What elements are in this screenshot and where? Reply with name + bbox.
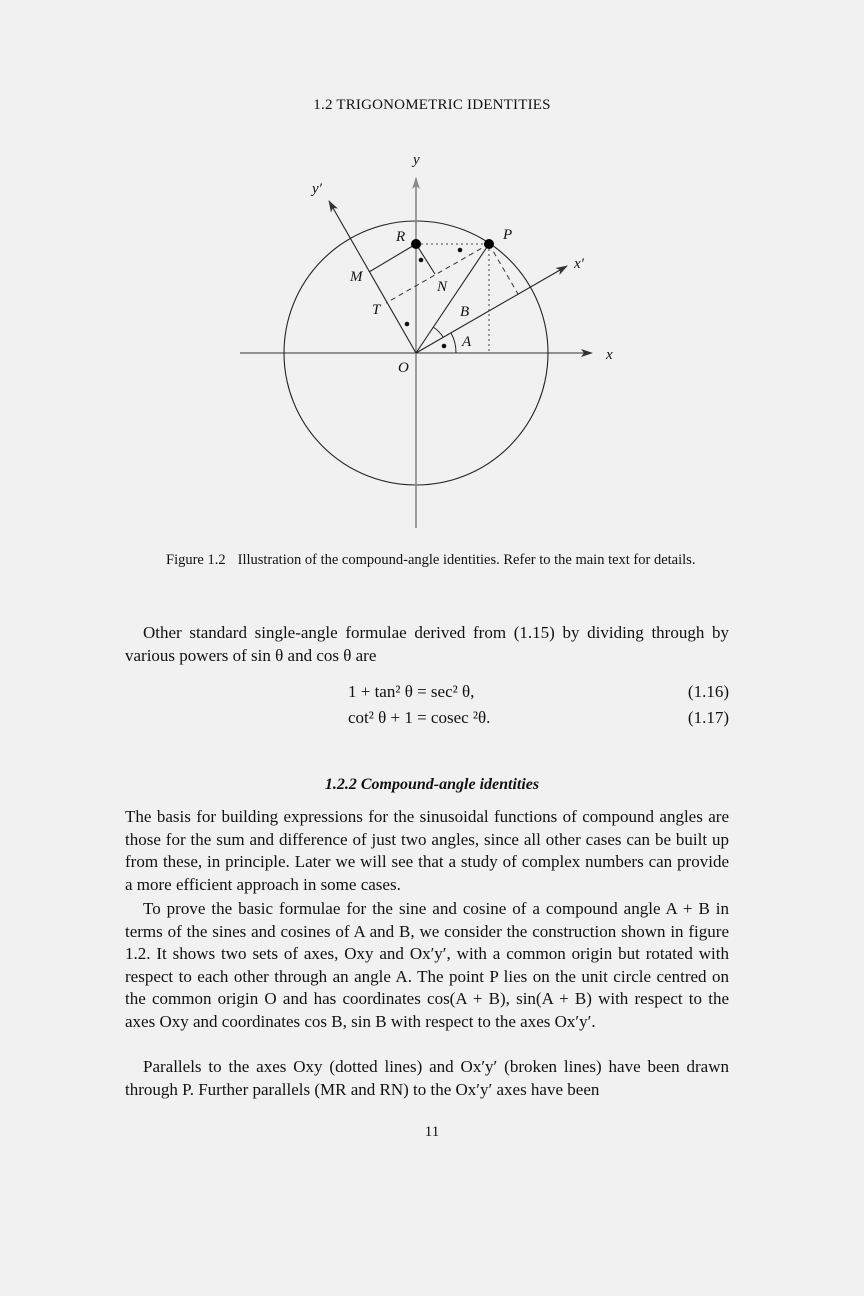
equation-number: (1.17) [687, 708, 729, 727]
label-A: A [462, 334, 472, 350]
subsection-title: 1.2.2 Compound-angle identities [324, 776, 540, 793]
label-x: x [606, 347, 613, 363]
point-P [484, 239, 494, 249]
paragraph-3: Parallels to the axes Oxy (dotted lines) and Ox′y′ (broken lines) have been drawn through P. Further parallels (MR and RN) to the Ox′y′ axes have been [125, 1057, 729, 1099]
paragraph-1: The basis for building expressions for the sinusoidal functions of compound angles are those for the sum and difference of just two angles, since all other cases can be built up from these, in principle. Later we will see that a study of complex numbers can provide a more efficient approach in some cases. [125, 807, 729, 894]
label-y-prime: y′ [312, 181, 322, 197]
line-MR [369, 244, 416, 272]
equation-1-16 [348, 682, 729, 706]
point-R [411, 239, 421, 249]
caption-text: Illustration of the compound-angle identities. Refer to the main text for details. [237, 552, 696, 568]
angle-arc-A [451, 333, 456, 353]
figure-caption [166, 551, 706, 570]
angle-dot [419, 258, 424, 263]
compound-angle-figure [0, 0, 864, 540]
broken-line-P-to-xprime [489, 244, 518, 294]
label-B: B [460, 304, 470, 320]
label-O: O [398, 360, 409, 376]
label-P: P [503, 227, 513, 243]
label-M: M [350, 269, 363, 285]
figure-number: Figure 1.2 [166, 552, 226, 568]
page-number: 11 [424, 1124, 440, 1140]
equation-body: cot² θ + 1 = cosec ²θ. [348, 708, 491, 727]
intro-paragraph: Other standard single-angle formulae derived from (1.15) by dividing through by various powers of sin θ and cos θ are [125, 623, 729, 665]
angle-dot [458, 248, 463, 253]
label-N: N [437, 279, 448, 295]
label-R: R [396, 229, 406, 245]
angle-dot [405, 322, 410, 327]
label-x-prime: x′ [574, 256, 584, 272]
angle-arc-B [433, 327, 443, 337]
geometry-diagram [0, 0, 864, 540]
label-T: T [372, 302, 381, 318]
line-RN [416, 244, 435, 274]
equation-1-17 [348, 708, 729, 732]
running-head: 1.2 TRIGONOMETRIC IDENTITIES [313, 97, 551, 113]
paragraph-2: To prove the basic formulae for the sine and cosine of a compound angle A + B in terms of the sines and cosines of A and B, we consider the construction shown in figure 1.2. It shows two sets of axes, Oxy and Ox′y′, with a common origin but rotated with respect to each other through an angle A. The point P lies on the unit circle centred on the common origin O and has coordinates cos(A + B), sin(A + B) with respect to the axes Oxy and coordinates cos B, sin B with respect to the axes Ox′y′. [125, 899, 729, 1031]
label-y: y [413, 152, 420, 168]
equation-number: (1.16) [687, 682, 729, 701]
y-prime-axis [329, 201, 416, 353]
angle-dot [442, 344, 447, 349]
equation-body: 1 + tan² θ = sec² θ, [348, 682, 475, 701]
